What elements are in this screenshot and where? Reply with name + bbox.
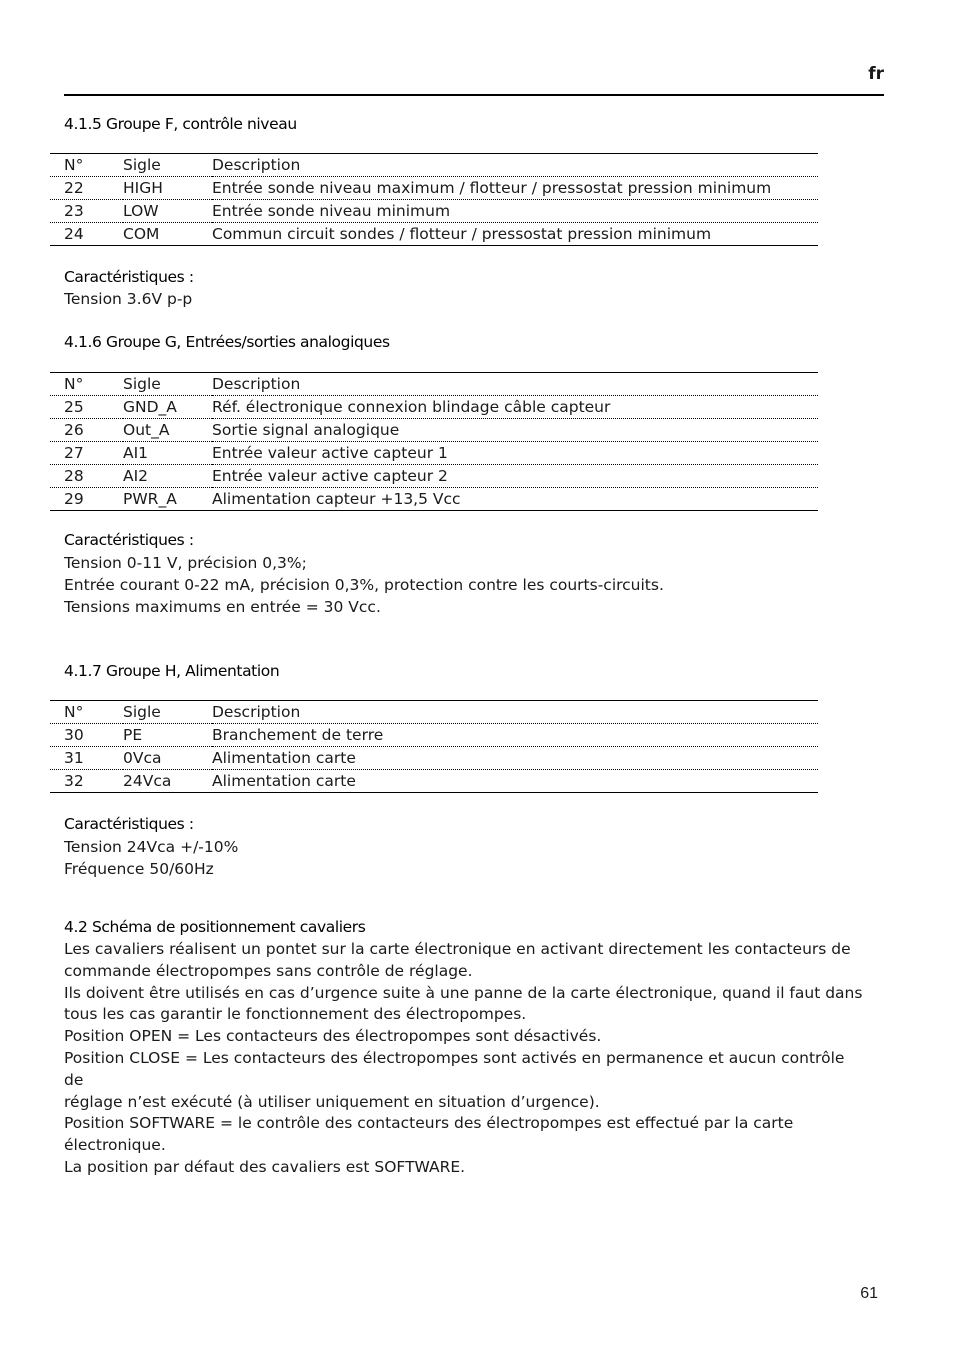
column-header-number: N°	[50, 154, 123, 177]
table-row	[50, 724, 818, 747]
cell-sigle: LOW	[123, 200, 212, 223]
table-row	[50, 200, 818, 223]
paragraph-line: Position OPEN = Les contacteurs des électropompes sont désactivés.	[64, 1027, 602, 1046]
cell-sigle: Out_A	[123, 419, 212, 442]
table-header-row	[50, 373, 818, 396]
table-header-row	[50, 154, 818, 177]
cell-number: 22	[50, 177, 123, 200]
language-tag: fr	[868, 64, 884, 84]
cell-description: Entrée sonde niveau minimum	[212, 200, 818, 223]
cell-sigle: GND_A	[123, 396, 212, 419]
cell-sigle: COM	[123, 225, 160, 243]
cell-description: Entrée valeur active capteur 1	[212, 442, 818, 465]
column-header-description: Description	[212, 701, 818, 724]
characteristic-line: Tension 0-11 V, précision 0,3%;	[64, 554, 307, 572]
page-number: 61	[860, 1285, 878, 1302]
section-h-heading: 4.1.7 Groupe H, Alimentation	[64, 662, 280, 680]
column-header-description: Description	[212, 373, 818, 396]
cell-number: 24	[64, 225, 84, 243]
table-row	[50, 177, 818, 200]
paragraph-line: La position par défaut des cavaliers est SOFTWARE.	[64, 1157, 466, 1176]
paragraph-line: Ils doivent être utilisés en cas d’urgence suite à une panne de la carte électronique, quand il faut dans	[64, 983, 863, 1002]
section-f-characteristics-text	[64, 289, 192, 311]
characteristic-line: Fréquence 50/60Hz	[64, 859, 214, 878]
section-h-characteristics-heading: Caractéristiques :	[64, 815, 194, 833]
group-f-table	[50, 153, 818, 246]
cell-number: 30	[50, 724, 123, 747]
cell-number: 23	[50, 200, 123, 223]
paragraph-line: électronique.	[64, 1136, 166, 1155]
section-g-heading: 4.1.6 Groupe G, Entrées/sorties analogiques	[64, 333, 390, 351]
paragraph-line: Position SOFTWARE = le contrôle des contacteurs des électropompes est effectué par la carte	[64, 1114, 794, 1133]
cell-number: 26	[50, 419, 123, 442]
paragraph-line: Les cavaliers réalisent un pontet sur la carte électronique en activant directement les contacteurs de	[64, 940, 851, 958]
column-header-description: Description	[212, 154, 818, 177]
section-g-characteristics-text	[64, 553, 664, 618]
cell-number: 32	[64, 772, 84, 790]
characteristic-line: Entrée courant 0-22 mA, précision 0,3%, protection contre les courts-circuits.	[64, 575, 664, 594]
cell-description: Entrée valeur active capteur 2	[212, 465, 818, 488]
column-header-sigle: Sigle	[123, 154, 212, 177]
column-header-sigle: Sigle	[123, 373, 212, 396]
table-row	[50, 465, 818, 488]
group-g-table	[50, 372, 818, 511]
paragraph-line: Position CLOSE = Les contacteurs des électropompes sont activés en permanence et aucun contrôle de	[64, 1048, 845, 1089]
cell-sigle: 0Vca	[123, 747, 212, 770]
characteristic-line: Tension 24Vca +/-10%	[64, 838, 239, 856]
cell-number: 28	[50, 465, 123, 488]
characteristic-line: Tensions maximums en entrée = 30 Vcc.	[64, 597, 381, 616]
cell-sigle: PWR_A	[123, 490, 177, 508]
cell-number: 31	[50, 747, 123, 770]
column-header-number: N°	[50, 373, 123, 396]
cell-description: Alimentation carte	[212, 747, 818, 770]
cell-number: 25	[50, 396, 123, 419]
jumpers-heading: 4.2 Schéma de positionnement cavaliers	[64, 918, 366, 936]
paragraph-line: commande électropompes sans contrôle de réglage.	[64, 961, 473, 980]
table-row	[50, 747, 818, 770]
table-row	[50, 770, 818, 793]
table-row	[50, 223, 818, 246]
section-f-heading: 4.1.5 Groupe F, contrôle niveau	[64, 115, 297, 133]
paragraph-line: tous les cas garantir le fonctionnement des électropompes.	[64, 1005, 527, 1024]
table-row	[50, 488, 818, 511]
cell-description: Branchement de terre	[212, 724, 818, 747]
cell-description: Alimentation carte	[212, 772, 356, 790]
cell-description: Sortie signal analogique	[212, 419, 818, 442]
table-row	[50, 396, 818, 419]
cell-sigle: AI1	[123, 442, 212, 465]
header-rule	[64, 94, 884, 96]
cell-sigle: HIGH	[123, 177, 212, 200]
column-header-number: N°	[50, 701, 123, 724]
cell-description: Alimentation capteur +13,5 Vcc	[212, 490, 461, 508]
cell-sigle: AI2	[123, 465, 212, 488]
cell-sigle: PE	[123, 724, 212, 747]
section-f-characteristics-heading: Caractéristiques :	[64, 268, 194, 286]
cell-description: Réf. électronique connexion blindage câble capteur	[212, 396, 818, 419]
table-row	[50, 442, 818, 465]
jumpers-paragraph	[64, 939, 864, 1179]
table-header-row	[50, 701, 818, 724]
section-h-characteristics-text	[64, 837, 238, 881]
group-h-table	[50, 700, 818, 793]
paragraph-line: réglage n’est exécuté (à utiliser uniquement en situation d’urgence).	[64, 1092, 600, 1111]
column-header-sigle: Sigle	[123, 701, 212, 724]
cell-number: 29	[64, 490, 84, 508]
characteristic-line: Tension 3.6V p-p	[64, 290, 193, 308]
cell-description: Commun circuit sondes / flotteur / pressostat pression minimum	[212, 225, 712, 243]
cell-description: Entrée sonde niveau maximum / flotteur / pressostat pression minimum	[212, 177, 818, 200]
cell-number: 27	[50, 442, 123, 465]
cell-sigle: 24Vca	[123, 772, 172, 790]
table-row	[50, 419, 818, 442]
section-g-characteristics-heading: Caractéristiques :	[64, 531, 194, 549]
